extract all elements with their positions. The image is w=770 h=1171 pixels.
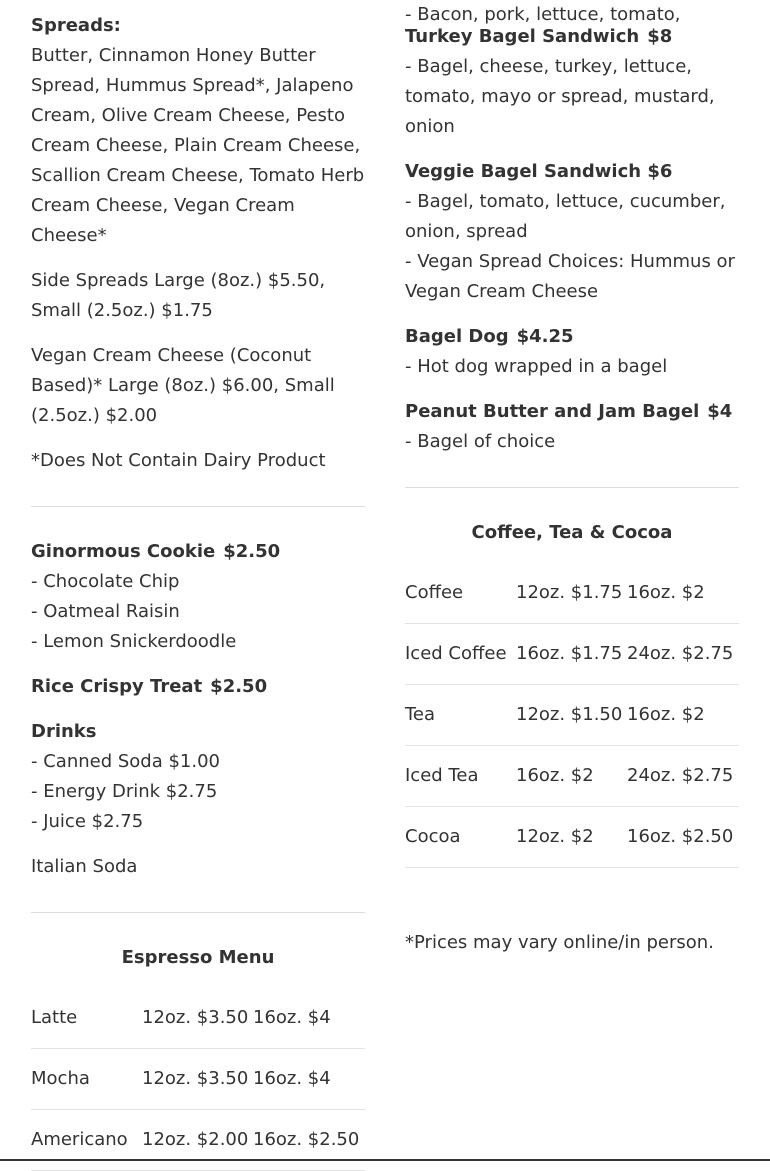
rice-crispy-line: [31, 672, 365, 702]
price-small: 12oz. $3.50: [142, 1007, 249, 1028]
price-large: 16oz. $2: [627, 704, 705, 725]
pbj-title: Peanut Butter and Jam Bagel: [405, 401, 700, 422]
bagel-dog-price: $4.25: [516, 326, 574, 347]
espresso-menu-title: Espresso Menu: [121, 947, 275, 968]
coffee-row: [405, 807, 739, 868]
veggie-title: Veggie Bagel Sandwich $6: [405, 161, 673, 182]
drink-item: - Juice $2.75: [31, 811, 144, 832]
left-column: [31, 11, 365, 1171]
coffee-row: [405, 624, 739, 685]
cookie-item: - Lemon Snickerdoodle: [31, 631, 237, 652]
drink-name: Tea: [405, 704, 436, 725]
spreads-heading: Spreads:: [31, 15, 121, 36]
price-large: 16oz. $4: [253, 1007, 331, 1028]
coffee-table: [405, 563, 739, 868]
drinks-title: Drinks: [31, 721, 97, 742]
turkey-desc: - Bagel, cheese, turkey, lettuce, tomato, mayo or spread, mustard, onion: [405, 56, 715, 137]
bagel-dog-title: Bagel Dog: [405, 326, 509, 347]
price-large: 16oz. $4: [253, 1068, 331, 1089]
vegan-cream-cheese-price: Vegan Cream Cheese (Coconut Based)* Large (8oz.) $6.00, Small (2.5oz.) $2.00: [31, 345, 335, 426]
section-divider: [31, 506, 365, 507]
cookie-title-line: [31, 537, 365, 567]
price-small: 16oz. $2: [516, 765, 594, 786]
drink-name: Mocha: [31, 1068, 90, 1089]
turkey-title: Turkey Bagel Sandwich: [405, 26, 640, 47]
coffee-row: [405, 685, 739, 746]
espresso-row: [31, 1049, 365, 1110]
price-small: 12oz. $2: [516, 826, 594, 847]
coffee-row: [405, 746, 739, 807]
cookie-item: - Chocolate Chip: [31, 571, 180, 592]
espresso-row: [31, 1110, 365, 1171]
drink-name: Americano: [31, 1129, 128, 1150]
price-small: 12oz. $1.75: [516, 582, 623, 603]
cookie-price: $2.50: [223, 541, 281, 562]
price-large: 24oz. $2.75: [627, 643, 734, 664]
cookie-item: - Oatmeal Raisin: [31, 601, 180, 622]
drink-name: Latte: [31, 1007, 78, 1028]
price-small: 12oz. $3.50: [142, 1068, 249, 1089]
price-small: 12oz. $2.00: [142, 1129, 249, 1150]
price-large: 24oz. $2.75: [627, 765, 734, 786]
price-small: 16oz. $1.75: [516, 643, 623, 664]
price-small: 12oz. $1.50: [516, 704, 623, 725]
pbj-title-line: [405, 397, 739, 427]
spreads-list: Butter, Cinnamon Honey Butter Spread, Hummus Spread*, Jalapeno Cream, Olive Cream Cheese, Pesto Cream Cheese, Plain Cream Cheese, Scallion Cream Cheese, Tomato Herb Cream Cheese, Vegan Cream Cheese*: [31, 45, 365, 246]
turkey-section: [405, 22, 739, 142]
pbj-section: [405, 397, 739, 457]
drink-name: Iced Tea: [405, 765, 479, 786]
turkey-price: $8: [647, 26, 673, 47]
pbj-desc: - Bagel of choice: [405, 431, 556, 452]
espresso-table: [31, 988, 365, 1171]
price-large: 16oz. $2.50: [627, 826, 734, 847]
bagel-dog-title-line: [405, 322, 739, 352]
right-column: [405, 4, 739, 958]
coffee-menu-title: Coffee, Tea & Cocoa: [471, 522, 673, 543]
prices-vary-note: *Prices may vary online/in person.: [405, 932, 714, 953]
espresso-row: [31, 988, 365, 1049]
coffee-row: [405, 563, 739, 624]
drinks-section: [31, 717, 365, 837]
rice-crispy-title: Rice Crispy Treat: [31, 676, 203, 697]
cutoff-line: - Bacon, pork, lettuce, tomato,: [405, 4, 681, 25]
italian-soda: Italian Soda: [31, 856, 138, 877]
price-large: 16oz. $2: [627, 582, 705, 603]
price-large: 16oz. $2.50: [253, 1129, 360, 1150]
bagel-dog-section: [405, 322, 739, 382]
drink-item: - Canned Soda $1.00: [31, 751, 220, 772]
cookie-title: Ginormous Cookie: [31, 541, 216, 562]
drink-name: Coffee: [405, 582, 464, 603]
drink-name: Cocoa: [405, 826, 461, 847]
dairy-footnote: *Does Not Contain Dairy Product: [31, 450, 326, 471]
pbj-price: $4: [707, 401, 733, 422]
cookie-section: [31, 537, 365, 657]
drink-name: Iced Coffee: [405, 643, 507, 664]
veggie-desc: - Bagel, tomato, lettuce, cucumber, onion, spread: [405, 191, 726, 242]
spreads-section: [31, 11, 365, 251]
section-divider: [405, 487, 739, 488]
veggie-vegan-choices: - Vegan Spread Choices: Hummus or Vegan Cream Cheese: [405, 251, 735, 302]
section-divider: [31, 912, 365, 913]
bagel-dog-desc: - Hot dog wrapped in a bagel: [405, 356, 668, 377]
drink-item: - Energy Drink $2.75: [31, 781, 218, 802]
side-spreads-price: Side Spreads Large (8oz.) $5.50, Small (2.5oz.) $1.75: [31, 270, 326, 321]
rice-crispy-price: $2.50: [210, 676, 268, 697]
veggie-section: [405, 157, 739, 307]
